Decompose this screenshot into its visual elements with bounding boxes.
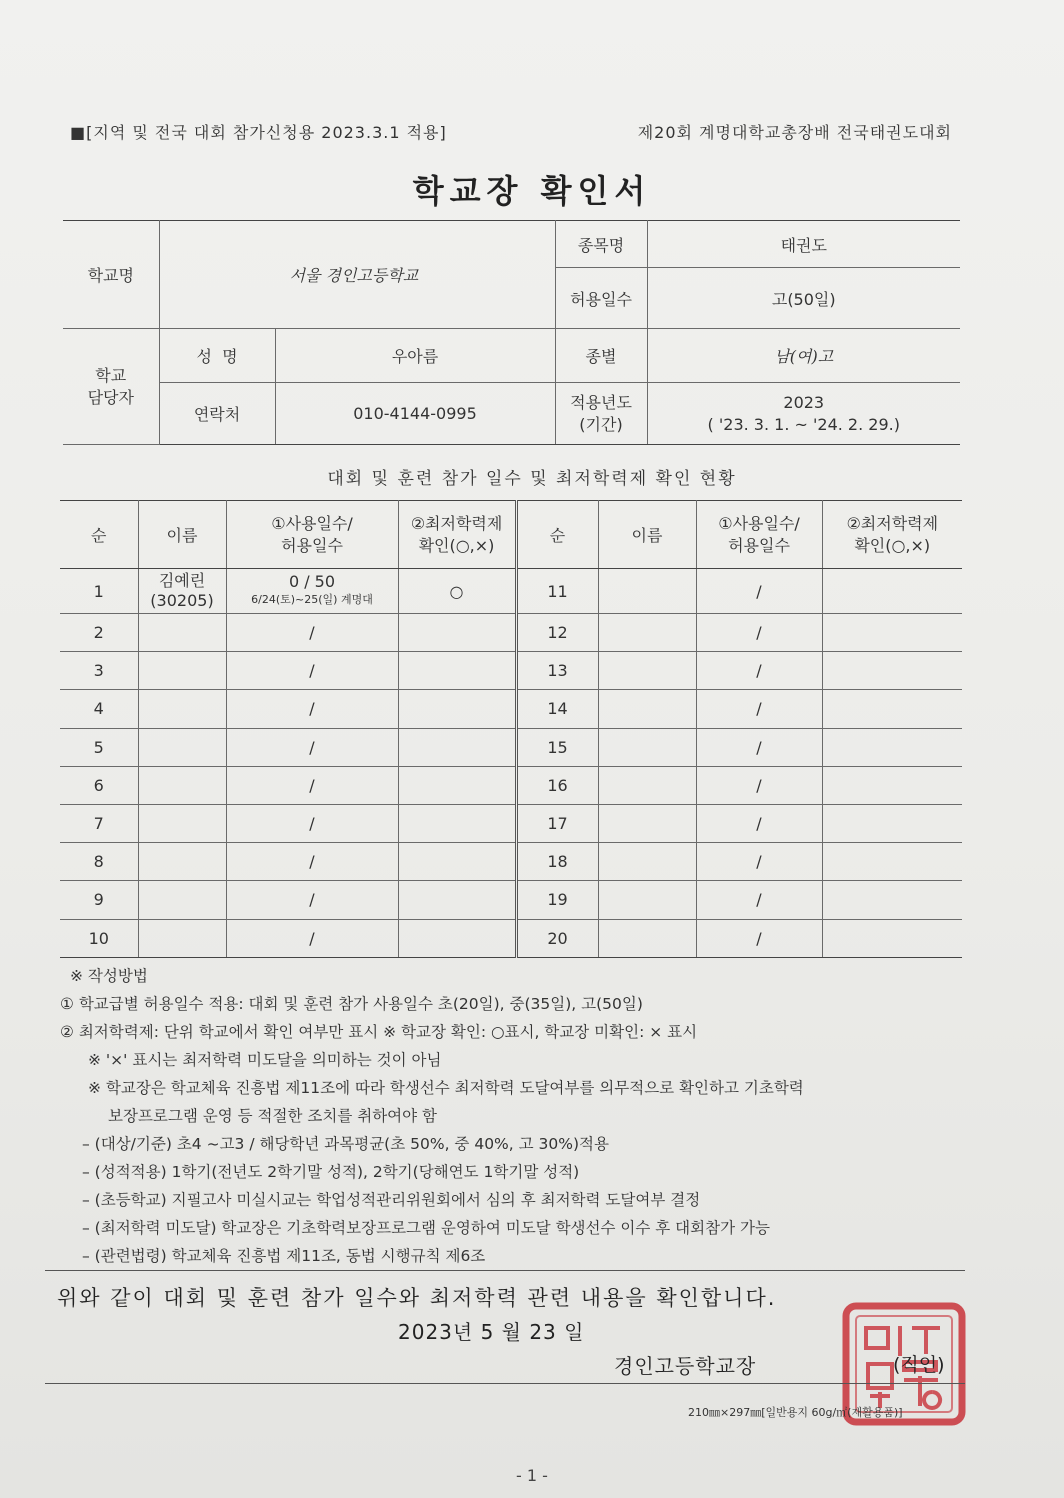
header-no: 순 — [60, 501, 138, 569]
student-name — [138, 881, 226, 919]
table-row — [60, 804, 962, 842]
period-value: ( '23. 3. 1. ~ '24. 2. 29.) — [707, 414, 900, 434]
school-name-label: 학교명 — [63, 221, 159, 329]
days-value: 0 / 50 — [288, 572, 336, 591]
check-value — [398, 728, 516, 766]
student-name-right — [598, 614, 696, 652]
detail-1: – (대상/기준) 초4 ~고3 / 해당학년 과목평균(초 50%, 중 40%, 고 30%)적용 — [82, 1135, 609, 1153]
student-name-right — [598, 766, 696, 804]
table-row — [60, 728, 962, 766]
student-name-right — [598, 728, 696, 766]
days-value-right: / — [696, 569, 822, 614]
student-name — [138, 843, 226, 881]
header-name-right: 이름 — [598, 501, 696, 569]
row-number-right: 20 — [516, 919, 598, 957]
days-value: / — [226, 728, 398, 766]
row-number-right: 15 — [516, 728, 598, 766]
days-value-right: / — [696, 728, 822, 766]
row-number: 5 — [60, 728, 138, 766]
days-value-right: / — [696, 690, 822, 728]
days-value: / — [226, 652, 398, 690]
note-4: ※ 학교장은 학교체육 진흥법 제11조에 따라 학생선수 최저학력 도달여부를 의무적으로 확인하고 기초학력 — [88, 1079, 804, 1097]
row-number-right: 13 — [516, 652, 598, 690]
student-name-right — [598, 652, 696, 690]
header-check: ②최저학력제 확인(○,×) — [398, 501, 516, 569]
info-table — [63, 220, 960, 445]
check-value-right — [822, 766, 962, 804]
student-name — [138, 804, 226, 842]
header-form-label: ■[지역 및 전국 대회 참가신청용 2023.3.1 적용] — [70, 123, 447, 142]
days-value-right: / — [696, 804, 822, 842]
detail-4: – (최저학력 미도달) 학교장은 기초학력보장프로그램 운영하여 미도달 학생선수 이수 후 대회참가 가능 — [82, 1219, 770, 1237]
student-name — [138, 652, 226, 690]
row-number: 3 — [60, 652, 138, 690]
days-note: 6/24(토)~25(일) 계명대 — [251, 593, 373, 606]
row-number-right: 17 — [516, 804, 598, 842]
row-number-right: 18 — [516, 843, 598, 881]
days-value-right: / — [696, 766, 822, 804]
participation-table — [60, 500, 962, 958]
row-number: 8 — [60, 843, 138, 881]
event-value: 태권도 — [647, 221, 960, 268]
table-row — [60, 843, 962, 881]
table-row — [60, 919, 962, 957]
days-value-right: / — [696, 881, 822, 919]
allowed-days-value: 고(50일) — [647, 268, 960, 329]
detail-3: – (초등학교) 지필고사 미실시교는 학업성적관리위원회에서 심의 후 최저학력 도달여부 결정 — [82, 1191, 701, 1209]
school-name-value: 서울 경인고등학교 — [159, 221, 555, 329]
row-number: 10 — [60, 919, 138, 957]
notes-heading: ※ 작성방법 — [70, 967, 148, 985]
check-value — [398, 690, 516, 728]
row-number-right: 12 — [516, 614, 598, 652]
days-value-right: / — [696, 652, 822, 690]
student-name: 김예린 (30205) — [138, 569, 226, 614]
section-subtitle: 대회 및 훈련 참가 일수 및 최저학력제 확인 현황 — [327, 469, 737, 489]
header-event-name: 제20회 계명대학교총장배 전국태권도대회 — [637, 123, 952, 142]
instructions — [60, 962, 970, 1270]
row-number: 6 — [60, 766, 138, 804]
check-value — [398, 919, 516, 957]
contact-label: 연락처 — [159, 383, 275, 445]
table-row — [60, 569, 962, 614]
days-value: / — [226, 919, 398, 957]
days-cell — [226, 569, 398, 614]
check-value — [398, 766, 516, 804]
document-title: 학교장 확인서 — [412, 172, 652, 210]
allowed-days-label: 허용일수 — [555, 268, 647, 329]
student-name — [138, 690, 226, 728]
header-no-right: 순 — [516, 501, 598, 569]
confirmation-date: 2023년 5 월 23 일 — [398, 1320, 585, 1344]
detail-5: – (관련법령) 학교체육 진흥법 제11조, 동법 시행규칙 제6조 — [82, 1247, 486, 1265]
event-label: 종목명 — [555, 221, 647, 268]
check-value-right — [822, 919, 962, 957]
row-number-right: 16 — [516, 766, 598, 804]
manager-name-label: 성 명 — [159, 329, 275, 383]
student-name-right — [598, 881, 696, 919]
header-days-right: ①사용일수/ 허용일수 — [696, 501, 822, 569]
student-name — [138, 728, 226, 766]
student-name — [138, 919, 226, 957]
check-value: ○ — [398, 569, 516, 614]
table-row — [60, 881, 962, 919]
header-check-right: ②최저학력제 확인(○,×) — [822, 501, 962, 569]
days-value: / — [226, 804, 398, 842]
type-label: 종별 — [555, 329, 647, 383]
check-value — [398, 652, 516, 690]
paper-spec: 210㎜×297㎜[일반용지 60g/㎡(재활용품)] — [688, 1406, 903, 1419]
table-row — [60, 690, 962, 728]
days-value: / — [226, 690, 398, 728]
confirmation-text: 위와 같이 대회 및 훈련 참가 일수와 최저학력 관련 내용을 확인합니다. — [57, 1286, 777, 1310]
days-value: / — [226, 614, 398, 652]
check-value-right — [822, 843, 962, 881]
days-value: / — [226, 766, 398, 804]
note-2: ② 최저학력제: 단위 학교에서 확인 여부만 표시 ※ 학교장 확인: ○표시, 학교장 미확인: × 표시 — [60, 1023, 698, 1041]
principal-signature: 경인고등학교장 — [614, 1354, 757, 1378]
days-value: / — [226, 843, 398, 881]
check-value-right — [822, 569, 962, 614]
row-number: 1 — [60, 569, 138, 614]
row-number-right: 14 — [516, 690, 598, 728]
student-name-right — [598, 804, 696, 842]
table-row — [60, 614, 962, 652]
check-value — [398, 881, 516, 919]
year-label: 적용년도 (기간) — [555, 383, 647, 445]
student-name-right — [598, 569, 696, 614]
manager-label: 학교 담당자 — [63, 329, 159, 445]
row-number: 9 — [60, 881, 138, 919]
student-name-right — [598, 843, 696, 881]
table-row — [60, 766, 962, 804]
check-value-right — [822, 728, 962, 766]
check-value-right — [822, 690, 962, 728]
divider-top — [45, 1270, 965, 1271]
student-name — [138, 766, 226, 804]
year-cell — [647, 383, 960, 445]
check-value — [398, 843, 516, 881]
row-number: 4 — [60, 690, 138, 728]
contact-value: 010-4144-0995 — [275, 383, 555, 445]
header-days: ①사용일수/ 허용일수 — [226, 501, 398, 569]
type-value: 남(여)고 — [647, 329, 960, 383]
days-value-right: / — [696, 919, 822, 957]
manager-name-value: 우아름 — [275, 329, 555, 383]
days-value-right: / — [696, 843, 822, 881]
table-header-row — [60, 501, 962, 569]
header-name: 이름 — [138, 501, 226, 569]
check-value — [398, 804, 516, 842]
row-number: 7 — [60, 804, 138, 842]
note-1: ① 학교급별 허용일수 적용: 대회 및 훈련 참가 사용일수 초(20일), 중(35일), 고(50일) — [60, 995, 643, 1013]
days-value-right: / — [696, 614, 822, 652]
note-4-continued: 보장프로그램 운영 등 적절한 조치를 취하여야 함 — [108, 1107, 438, 1125]
check-value — [398, 614, 516, 652]
check-value-right — [822, 614, 962, 652]
seal-label: (직인) — [893, 1354, 945, 1376]
row-number: 2 — [60, 614, 138, 652]
days-value: / — [226, 881, 398, 919]
check-value-right — [822, 804, 962, 842]
row-number-right: 19 — [516, 881, 598, 919]
table-row — [60, 652, 962, 690]
check-value-right — [822, 652, 962, 690]
year-value: 2023 — [783, 392, 825, 412]
student-name-right — [598, 919, 696, 957]
divider-bottom — [45, 1383, 965, 1384]
student-name-right — [598, 690, 696, 728]
student-name — [138, 614, 226, 652]
check-value-right — [822, 881, 962, 919]
row-number-right: 11 — [516, 569, 598, 614]
page-number: - 1 - — [516, 1466, 548, 1485]
note-3: ※ '×' 표시는 최저학력 미도달을 의미하는 것이 아님 — [88, 1051, 442, 1069]
detail-2: – (성적적용) 1학기(전년도 2학기말 성적), 2학기(당해연도 1학기말 성적) — [82, 1163, 580, 1181]
